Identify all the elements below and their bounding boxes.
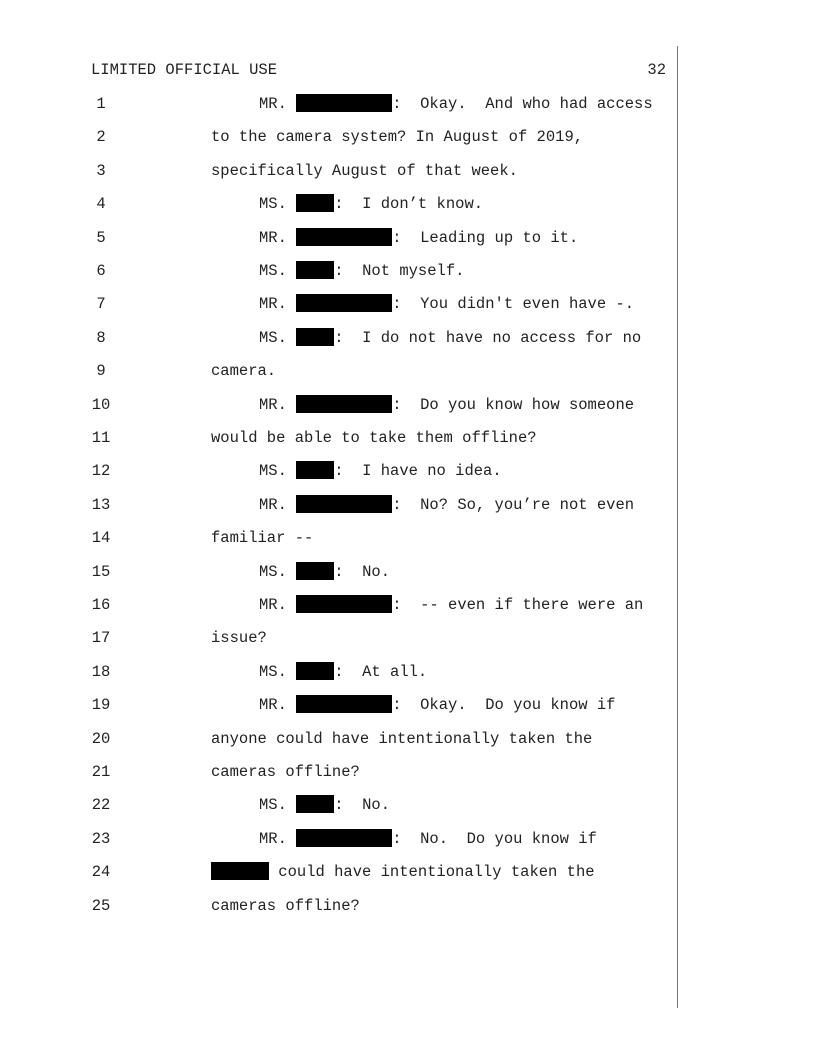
redaction-box bbox=[296, 695, 392, 713]
line-number: 18 bbox=[91, 662, 111, 681]
line-number: 8 bbox=[96, 328, 106, 347]
redaction-box bbox=[296, 261, 334, 279]
transcript-line bbox=[0, 662, 816, 682]
spoken-text: : No? So, you’re not even bbox=[392, 495, 635, 514]
transcript-line bbox=[0, 795, 816, 815]
line-number: 13 bbox=[91, 495, 111, 514]
spoken-text: : I do not have no access for no bbox=[334, 328, 642, 347]
line-number: 5 bbox=[96, 228, 106, 247]
classification-header: LIMITED OFFICIAL USE bbox=[91, 61, 278, 79]
speaker-label: MS. bbox=[259, 796, 297, 815]
line-text bbox=[259, 829, 597, 849]
line-text bbox=[259, 795, 390, 815]
spoken-text: : Okay. And who had access bbox=[392, 95, 653, 113]
line-text bbox=[259, 261, 464, 281]
line-text: to the camera system? In August of 2019, bbox=[211, 128, 584, 147]
line-number: 10 bbox=[91, 395, 111, 414]
transcript-line bbox=[0, 261, 816, 281]
transcript-line bbox=[0, 127, 816, 147]
line-text: anyone could have intentionally taken the bbox=[211, 729, 593, 748]
transcript-line bbox=[0, 896, 816, 916]
line-text bbox=[211, 862, 595, 882]
line-text: issue? bbox=[211, 629, 267, 648]
redaction-box bbox=[296, 294, 392, 312]
spoken-text: : I have no idea. bbox=[334, 462, 502, 481]
line-number: 25 bbox=[91, 896, 111, 915]
spoken-text: : You didn't even have -. bbox=[392, 295, 635, 314]
transcript-line bbox=[0, 161, 816, 181]
speaker-label: MS. bbox=[259, 262, 297, 280]
transcript-line bbox=[0, 461, 816, 481]
line-text: cameras offline? bbox=[211, 896, 360, 915]
speaker-label: MR. bbox=[259, 596, 297, 614]
line-number: 19 bbox=[91, 696, 111, 715]
redaction-box bbox=[296, 94, 392, 112]
line-text bbox=[259, 194, 483, 214]
transcript-line bbox=[0, 829, 816, 849]
transcript-line bbox=[0, 194, 816, 214]
page-number: 32 bbox=[647, 61, 666, 79]
line-text bbox=[259, 294, 634, 314]
redaction-box bbox=[296, 562, 334, 580]
spoken-text: : No. Do you know if bbox=[392, 829, 597, 848]
redaction-box bbox=[296, 194, 334, 212]
line-number: 11 bbox=[91, 429, 111, 447]
redaction-box bbox=[296, 829, 392, 847]
line-number: 3 bbox=[96, 161, 106, 180]
transcript-line bbox=[0, 695, 816, 715]
line-number: 22 bbox=[91, 796, 111, 815]
speaker-label: MS. bbox=[259, 195, 297, 214]
transcript-line bbox=[0, 361, 816, 381]
speaker-label: MR. bbox=[259, 829, 297, 848]
line-number: 23 bbox=[91, 829, 111, 848]
line-text bbox=[259, 562, 390, 582]
redaction-box bbox=[296, 461, 334, 479]
line-number: 7 bbox=[96, 295, 106, 314]
redaction-box bbox=[296, 795, 334, 813]
line-number: 20 bbox=[91, 729, 111, 748]
line-number: 4 bbox=[96, 195, 106, 214]
redaction-box bbox=[296, 228, 392, 246]
line-number: 17 bbox=[91, 629, 111, 648]
line-text bbox=[259, 395, 634, 415]
redaction-box bbox=[296, 328, 334, 346]
line-text: cameras offline? bbox=[211, 763, 360, 781]
spoken-text: : -- even if there were an bbox=[392, 596, 644, 614]
transcript-line bbox=[0, 562, 816, 582]
speaker-label: MS. bbox=[259, 662, 297, 681]
spoken-text: : No. bbox=[334, 562, 391, 581]
speaker-label: MR. bbox=[259, 495, 297, 514]
redaction-box bbox=[296, 395, 392, 413]
spoken-text: : Okay. Do you know if bbox=[392, 696, 616, 715]
transcript-line bbox=[0, 328, 816, 348]
line-number: 6 bbox=[96, 262, 106, 280]
transcript-line bbox=[0, 729, 816, 749]
speaker-label: MS. bbox=[259, 328, 297, 347]
spoken-text: : At all. bbox=[334, 662, 428, 681]
line-text: familiar -- bbox=[211, 529, 314, 548]
line-text bbox=[259, 461, 502, 481]
redaction-box bbox=[211, 862, 269, 880]
speaker-label: MS. bbox=[259, 462, 297, 481]
line-number: 14 bbox=[91, 529, 111, 548]
spoken-text: : Do you know how someone bbox=[392, 395, 635, 414]
speaker-label: MR. bbox=[259, 395, 297, 414]
line-text bbox=[259, 495, 634, 515]
line-number: 15 bbox=[91, 562, 111, 581]
line-text bbox=[259, 595, 643, 615]
line-text bbox=[259, 695, 615, 715]
line-text bbox=[259, 94, 653, 114]
redaction-box bbox=[296, 495, 392, 513]
transcript-line bbox=[0, 395, 816, 415]
line-number: 24 bbox=[91, 863, 111, 882]
transcript-line bbox=[0, 428, 816, 448]
spoken-text: : Not myself. bbox=[334, 262, 465, 280]
line-number: 9 bbox=[96, 362, 106, 381]
speaker-label: MR. bbox=[259, 295, 297, 314]
transcript-line bbox=[0, 762, 816, 782]
speaker-label: MR. bbox=[259, 228, 297, 247]
redaction-box bbox=[296, 662, 334, 680]
redaction-box bbox=[296, 595, 392, 613]
transcript-line bbox=[0, 94, 816, 114]
line-number: 2 bbox=[96, 128, 106, 147]
spoken-text: : I don’t know. bbox=[334, 195, 484, 214]
transcript-line bbox=[0, 595, 816, 615]
speaker-label: MR. bbox=[259, 95, 297, 113]
line-text bbox=[259, 228, 578, 248]
spoken-text: : No. bbox=[334, 796, 391, 815]
line-text bbox=[259, 328, 641, 348]
line-text bbox=[259, 662, 427, 682]
line-text: camera. bbox=[211, 362, 277, 381]
transcript-line bbox=[0, 528, 816, 548]
line-number: 21 bbox=[91, 763, 111, 781]
transcript-line bbox=[0, 228, 816, 248]
transcript-line bbox=[0, 495, 816, 515]
transcript-line bbox=[0, 294, 816, 314]
transcript-line bbox=[0, 862, 816, 882]
line-number: 12 bbox=[91, 462, 111, 481]
speaker-label: MR. bbox=[259, 696, 297, 715]
line-text: would be able to take them offline? bbox=[211, 429, 537, 447]
line-number: 16 bbox=[91, 596, 111, 614]
speaker-label: MS. bbox=[259, 562, 297, 581]
line-text: specifically August of that week. bbox=[211, 161, 518, 180]
spoken-text: : Leading up to it. bbox=[392, 228, 579, 247]
transcript-line bbox=[0, 628, 816, 648]
spoken-text: could have intentionally taken the bbox=[269, 863, 595, 882]
line-number: 1 bbox=[96, 95, 106, 113]
